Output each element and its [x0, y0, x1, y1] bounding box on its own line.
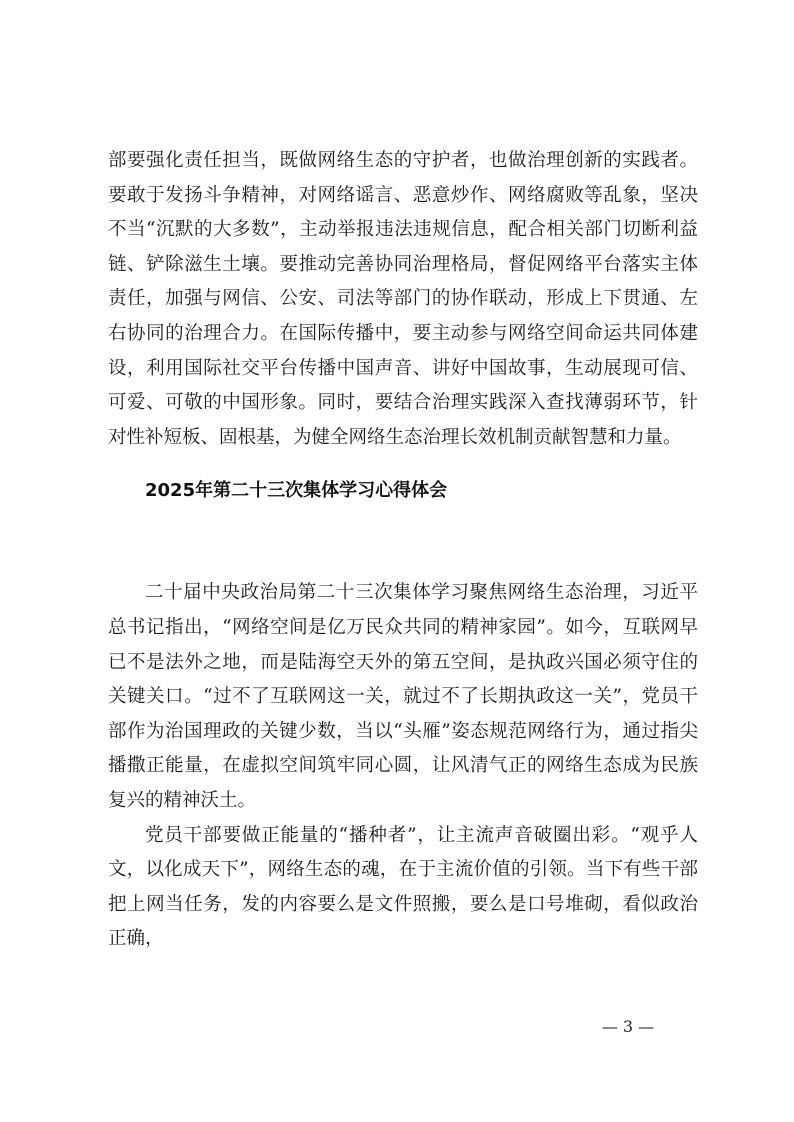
page-number: — 3 — — [601, 1017, 655, 1036]
paragraph-positive-energy: 党员干部要做正能量的“播种者”，让主流声音破圈出彩。“观乎人文，以化成天下”，网络生态的魂，在于主流价值的引领。当下有些干部把上网当任务，发的内容要么是文件照搬，要么是口号堆砌，看似政治正确， — [108, 824, 698, 950]
paragraph-intro: 二十届中央政治局第二十三次集体学习聚焦网络生态治理，习近平总书记指出，“网络空间是亿万民众共同的精神家园”。如今，互联网早已不是法外之地，而是陆海空天外的第五空间，是执政兴国必须守住的关键关口。“过不了互联网这一关，就过不了长期执政这一关”，党员干部作为治国理政的关键少数，当以“头雁”姿态规范网络行为，通过指尖播撒正能量，在虚拟空间筑牢同心圆，让风清气正的网络生态成为民族复兴的精神沃土。 — [108, 582, 698, 811]
heading-spacer — [108, 508, 698, 576]
section-heading: 2025年第二十三次集体学习心得体会 — [145, 480, 448, 502]
document-body — [108, 144, 698, 957]
paragraph-continued: 部要强化责任担当，既做网络生态的守护者，也做治理创新的实践者。要敢于发扬斗争精神，对网络谣言、恶意炒作、网络腐败等乱象，坚决不当“沉默的大多数”，主动举报违法违规信息，配合相关部门切断利益链、铲除滋生土壤。要推动完善协同治理格局，督促网络平台落实主体责任，加强与网信、公安、司法等部门的协作联动，形成上下贯通、左右协同的治理合力。在国际传播中，要主动参与网络空间命运共同体建设，利用国际社交平台传播中国声音、讲好中国故事，生动展现可信、可爱、可敬的中国形象。同时，要结合治理实践深入查找薄弱环节，针对性补短板、固根基，为健全网络生态治理长效机制贡献智慧和力量。 — [108, 150, 698, 448]
